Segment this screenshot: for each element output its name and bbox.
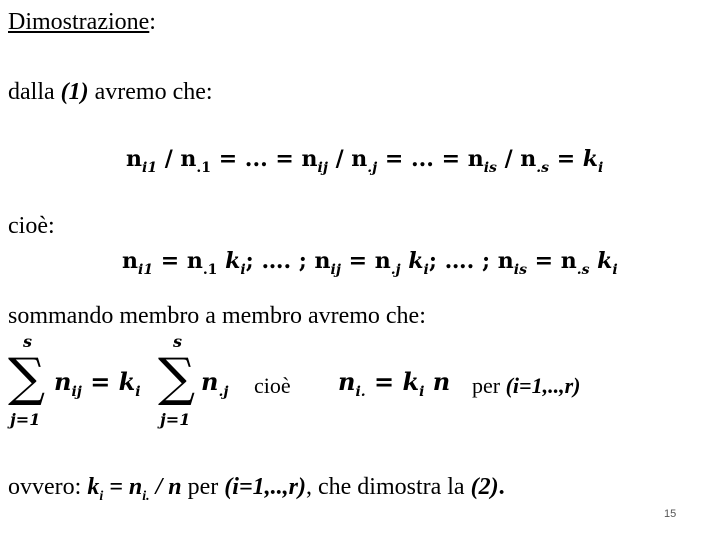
eq2-part: = n <box>526 248 577 274</box>
cioe-label: cioè: <box>8 213 55 239</box>
sum2-sigma-icon: ∑ <box>158 348 196 408</box>
eq1-sub: .1 <box>196 160 212 176</box>
eq2-part: k <box>400 248 424 274</box>
final-per: per <box>181 474 225 500</box>
sum2-lower-limit: j=1 <box>160 410 191 429</box>
eq2-sub: i <box>240 262 246 278</box>
cioe-inline: cioè <box>254 373 291 398</box>
eq1-op: = k <box>549 146 599 172</box>
final-range: (i=1,..,r) <box>224 474 306 500</box>
ref-2: (2) <box>470 474 499 500</box>
eq2-part: k <box>217 248 241 274</box>
sum1-upper-limit: s <box>23 332 33 351</box>
term-eq: = k <box>81 367 136 396</box>
term-sub: i <box>135 384 141 400</box>
sum2-upper-limit: s <box>173 332 183 351</box>
eq2-part: ; …. ; n <box>428 248 514 274</box>
term-n: n <box>54 367 72 396</box>
eq1-n: n <box>126 146 142 172</box>
page-number: 15 <box>664 508 677 520</box>
eq2-sub: i <box>612 262 618 278</box>
eq2-sub: .s <box>576 262 590 278</box>
eq1-op: / n <box>327 146 368 172</box>
term-sub: .j <box>218 384 229 400</box>
eq2-sub: is <box>513 262 527 278</box>
term-sub: i <box>419 384 425 400</box>
final-sub: i <box>99 489 104 504</box>
eq1-sub: i <box>598 160 604 176</box>
final-slash: / n <box>149 474 182 500</box>
eq2-part: k <box>589 248 613 274</box>
eq1-sub: is <box>483 160 497 176</box>
final-k: k <box>87 474 100 500</box>
eq1-sub: .j <box>367 160 378 176</box>
term-n: n <box>201 367 219 396</box>
range-note <box>472 372 580 400</box>
intro-line <box>8 78 213 106</box>
heading <box>8 8 156 36</box>
eq2-sub: ij <box>330 262 341 278</box>
heading-text: Dimostrazione <box>8 9 150 35</box>
eq2-sub: i1 <box>138 262 154 278</box>
sommando-line: sommando membro a membro avremo che: <box>8 303 426 329</box>
eq1-op: = ... = n <box>211 146 318 172</box>
sum1-term <box>54 368 141 406</box>
sum2-term <box>201 368 228 406</box>
equation-ratio <box>126 145 603 182</box>
eq1-sub: i1 <box>142 160 158 176</box>
eq2-part: ; …. ; n <box>245 248 331 274</box>
eq1-op: / n <box>157 146 197 172</box>
result-formula <box>338 368 450 406</box>
eq2-part: = n <box>153 248 203 274</box>
term-n: n <box>338 367 356 396</box>
eq2-sub: .j <box>390 262 401 278</box>
equation-products <box>122 247 618 284</box>
eq1-sub: .s <box>536 160 550 176</box>
eq2-sub: .1 <box>202 262 218 278</box>
final-pre: ovvero: <box>8 474 88 500</box>
term-eq: = k <box>365 367 420 396</box>
final-line <box>8 473 505 511</box>
term-sub: i. <box>355 384 366 400</box>
eq2-part: = n <box>340 248 391 274</box>
term-n: n <box>424 367 451 396</box>
final-sub: i. <box>142 489 150 504</box>
intro-post: avremo che: <box>88 79 213 105</box>
final-end: . <box>498 474 505 500</box>
final-mid: , che dimostra la <box>305 474 471 500</box>
term-sub: ij <box>71 384 82 400</box>
final-eq: = n <box>103 474 143 500</box>
eq2-sub: i <box>423 262 429 278</box>
eq1-op: = ... = n <box>377 146 484 172</box>
heading-colon: : <box>149 9 156 35</box>
eq1-sub: ij <box>317 160 328 176</box>
sum1-lower-limit: j=1 <box>10 410 41 429</box>
sum1-sigma-icon: ∑ <box>8 348 46 408</box>
range-text: (i=1,..,r) <box>505 373 581 398</box>
intro-pre: dalla <box>8 79 61 105</box>
eq2-part: n <box>122 248 138 274</box>
ref-1: (1) <box>60 79 89 105</box>
per-text: per <box>472 373 506 398</box>
eq1-op: / n <box>496 146 537 172</box>
